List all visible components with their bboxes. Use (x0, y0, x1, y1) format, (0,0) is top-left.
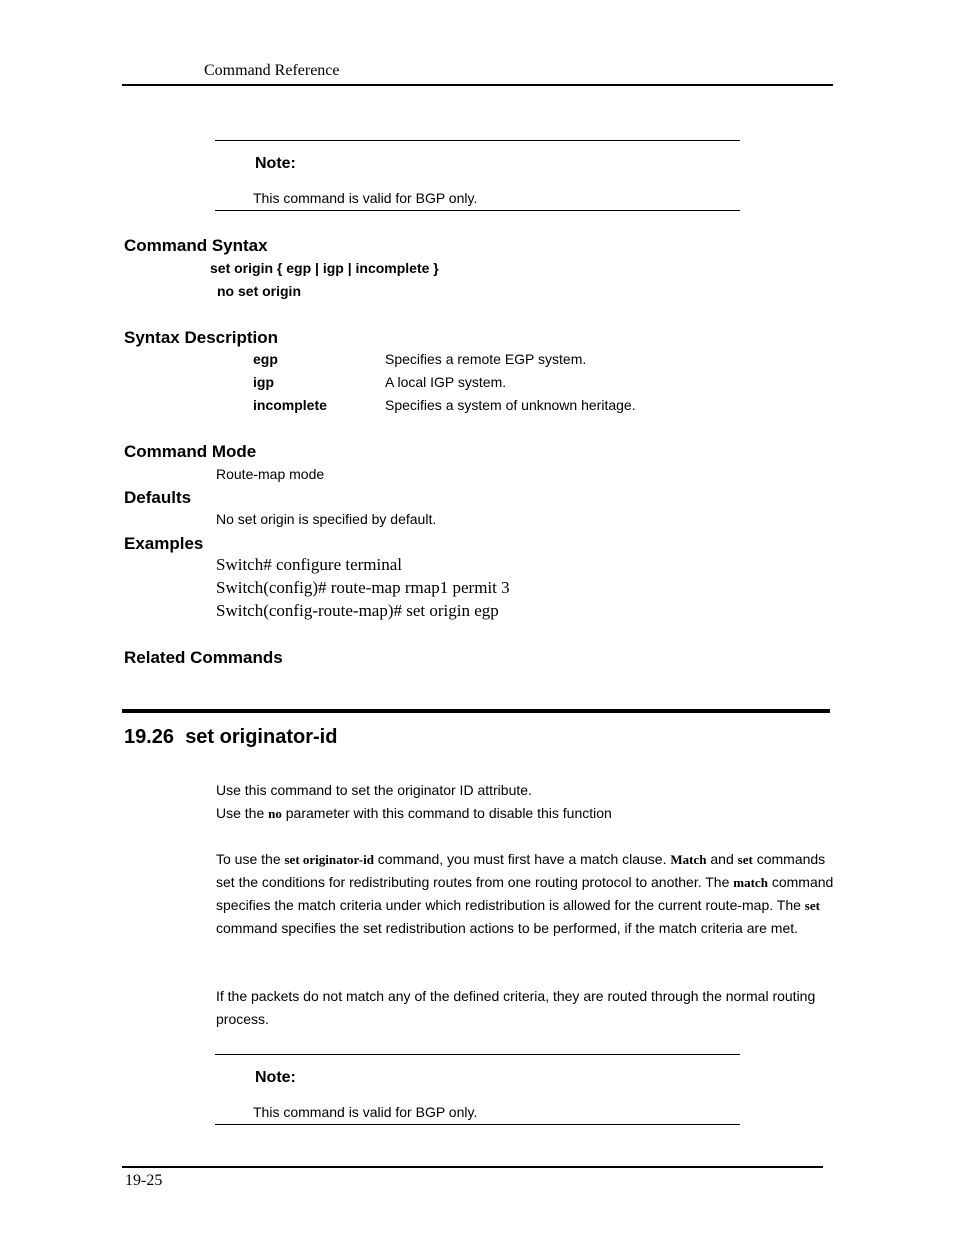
section-intro-paragraph (216, 779, 836, 825)
footer-rule (122, 1166, 823, 1168)
command-syntax-heading: Command Syntax (124, 236, 268, 255)
intro-line: Use this command to set the originator ID attribute. (216, 782, 532, 798)
note-bottom-bottom-rule (215, 1124, 740, 1125)
related-commands-heading: Related Commands (124, 648, 283, 667)
defaults-text: No set origin is specified by default. (216, 511, 437, 527)
section-routing-paragraph: If the packets do not match any of the defined criteria, they are routed through the normal routing process. (216, 988, 816, 1027)
keyword-match: Match (670, 852, 707, 867)
syntax-term: egp (253, 351, 278, 367)
note-top-title: Note: (255, 155, 296, 172)
note-top-rule (215, 140, 740, 141)
syntax-line: set origin { egp | igp | incomplete } (210, 260, 439, 276)
section-rule (122, 709, 830, 713)
running-header-title: Command Reference (204, 62, 340, 79)
syntax-term-description: Specifies a remote EGP system. (385, 351, 587, 367)
example-line: Switch(config-route-map)# set origin egp (216, 601, 499, 620)
page-number: 19-25 (125, 1172, 163, 1189)
section-name: set originator-id (185, 726, 338, 748)
example-line: Switch# configure terminal (216, 555, 403, 574)
command-mode-heading: Command Mode (124, 442, 257, 461)
examples-heading: Examples (124, 534, 204, 553)
example-line: Switch(config)# route-map rmap1 permit 3 (216, 578, 510, 597)
note-top-bottom-rule (215, 210, 740, 211)
syntax-term: igp (253, 374, 274, 390)
keyword-no: no (268, 806, 282, 821)
section-usage-paragraph: To use the set originator-id command, you must first have a match clause. Match and set commands set the conditions for redistributing routes from one routing protocol to another. The match command specifies the match criteria under which redistribution is allowed for the current route-map. The set command specifies the set redistribution actions to be performed, if the match criteria are met. (216, 851, 834, 936)
command-mode-text: Route-map mode (216, 466, 325, 482)
section-title (124, 726, 337, 749)
keyword-set: set (737, 852, 753, 867)
syntax-term-description: A local IGP system. (385, 374, 507, 390)
syntax-term: incomplete (253, 397, 327, 413)
syntax-line: no set origin (217, 283, 301, 299)
keyword-set: set (804, 898, 820, 913)
note-top-text: This command is valid for BGP only. (253, 190, 478, 206)
section-number: 19.26 (124, 726, 175, 748)
note-bottom-rule (215, 1054, 740, 1055)
keyword-set-originator-id: set originator-id (284, 852, 374, 867)
syntax-term-description: Specifies a system of unknown heritage. (385, 397, 636, 413)
note-bottom-title: Note: (255, 1069, 296, 1086)
defaults-heading: Defaults (124, 488, 192, 507)
note-bottom-text: This command is valid for BGP only. (253, 1104, 478, 1120)
header-rule (122, 84, 833, 86)
intro-line: Use the no parameter with this command to disable this function (216, 805, 612, 821)
syntax-description-heading: Syntax Description (124, 328, 278, 347)
keyword-match: match (733, 875, 768, 890)
